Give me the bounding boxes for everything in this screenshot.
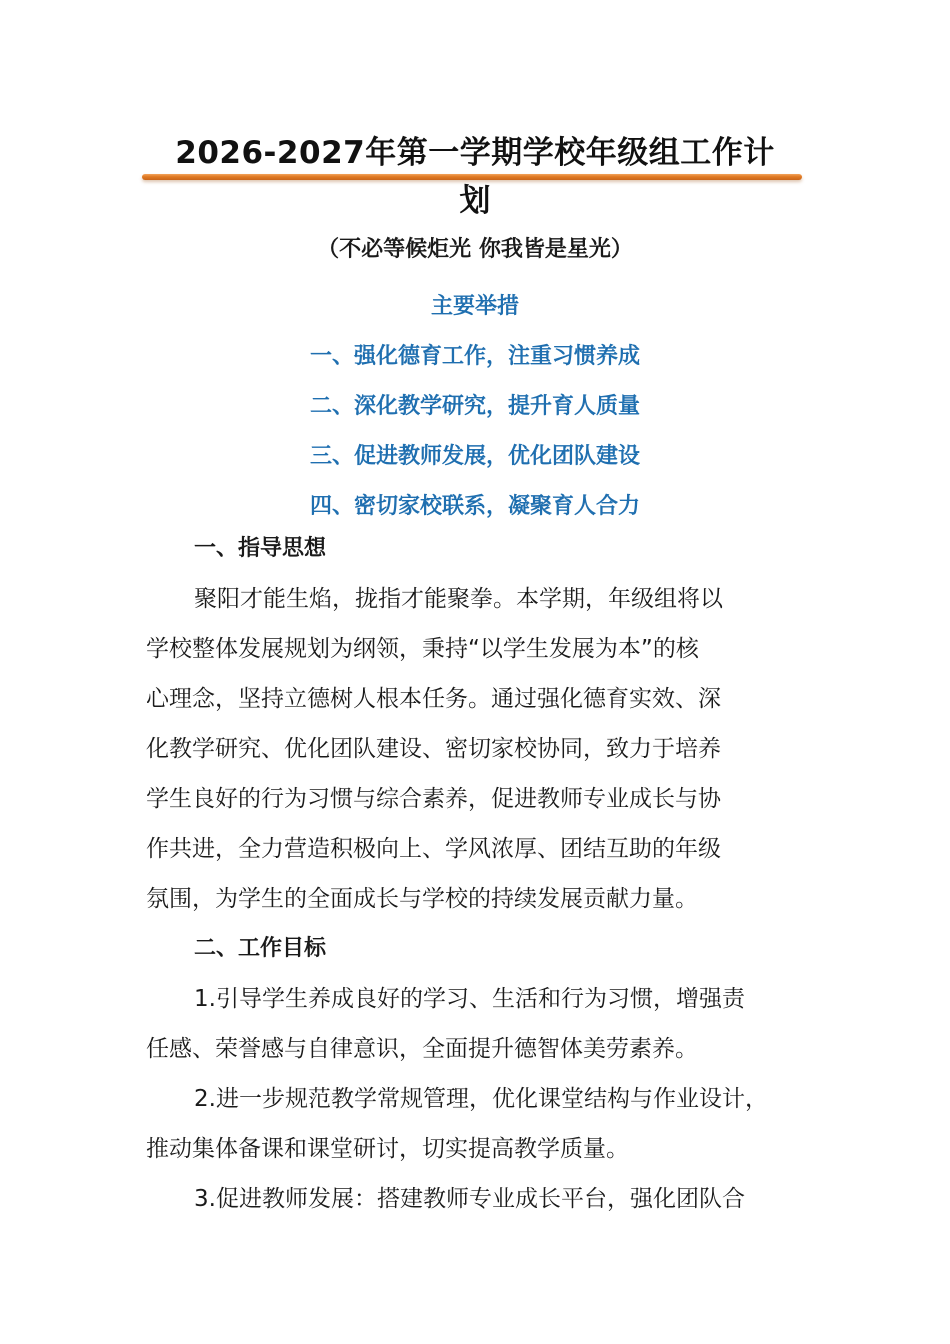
goal-2-line: 推动集体备课和课堂研讨，切实提高教学质量。 <box>146 1136 629 1162</box>
measures-heading: 主要举措 <box>430 294 519 319</box>
paragraph-line: 聚阳才能生焰，拢指才能聚拳。本学期，年级组将以 <box>194 586 723 612</box>
document-title: 2026-2027年第一学期学校年级组工作计 <box>175 135 775 171</box>
measure-item-2: 二、深化教学研究，提升育人质量 <box>309 394 640 419</box>
paragraph-line: 氛围，为学生的全面成长与学校的持续发展贡献力量。 <box>146 886 698 912</box>
paragraph-line: 学校整体发展规划为纲领，秉持“以学生发展为本”的核 <box>146 636 699 662</box>
paragraph-line: 心理念，坚持立德树人根本任务。通过强化德育实效、深 <box>146 686 721 712</box>
measure-item-4: 四、密切家校联系，凝聚育人合力 <box>309 494 640 519</box>
paragraph-line: 化教学研究、优化团队建设、密切家校协同，致力于培养 <box>146 736 721 762</box>
paragraph-line: 学生良好的行为习惯与综合素养，促进教师专业成长与协 <box>146 786 721 812</box>
section-heading-guiding-ideology: 一、指导思想 <box>194 536 327 561</box>
measure-item-1: 一、强化德育工作，注重习惯养成 <box>309 344 640 369</box>
goal-1-line: 1.引导学生养成良好的学习、生活和行为习惯，增强责 <box>194 986 745 1012</box>
goal-3-line: 3.促进教师发展：搭建教师专业成长平台，强化团队合 <box>194 1186 745 1212</box>
document-body <box>146 524 816 1224</box>
document-title-continued: 划 <box>459 183 491 219</box>
paragraph-line: 作共进，全力营造积极向上、学风浓厚、团结互助的年级 <box>146 836 721 862</box>
goal-1-line: 任感、荣誉感与自律意识，全面提升德智体美劳素养。 <box>146 1036 698 1062</box>
goal-2-line: 2.进一步规范教学常规管理，优化课堂结构与作业设计， <box>194 1086 768 1112</box>
document-subtitle: （不必等候炬光 你我皆是星光） <box>317 237 633 262</box>
main-measures-list <box>140 282 810 532</box>
measure-item-3: 三、促进教师发展，优化团队建设 <box>309 444 640 469</box>
section-heading-work-goals: 二、工作目标 <box>194 936 327 961</box>
